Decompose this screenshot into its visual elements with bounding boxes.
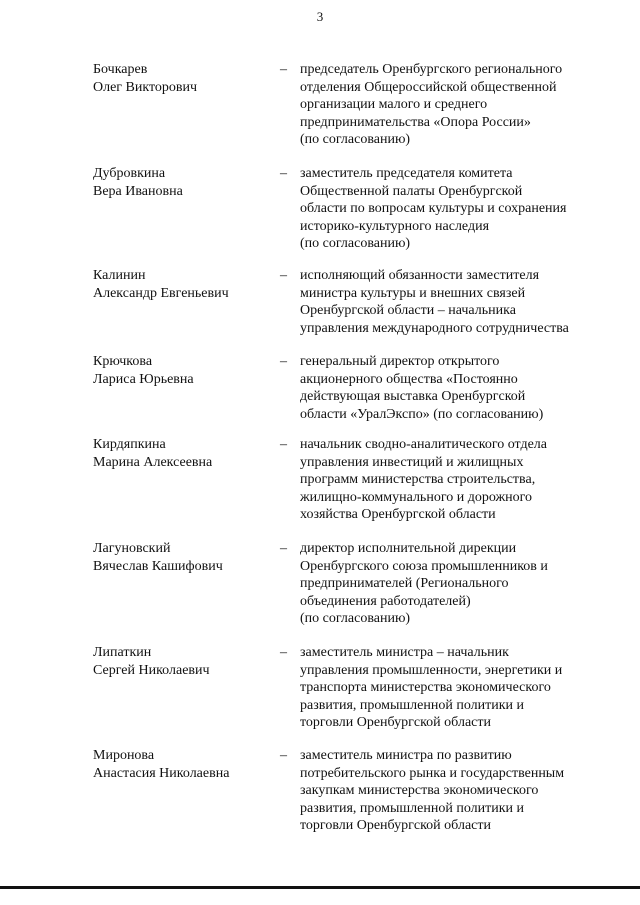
- member-given-names: Марина Алексеевна: [93, 454, 213, 470]
- position-line: Оренбургской области – начальника: [300, 303, 516, 318]
- position-line: (по согласованию): [300, 611, 411, 626]
- position-line: развития, промышленной политики и: [300, 800, 525, 816]
- position-line: транспорта министерства экономического: [300, 680, 551, 695]
- member-given-names: Лариса Юрьевна: [93, 371, 194, 387]
- member-surname: Калинин: [93, 268, 146, 283]
- position-line: председатель Оренбургского регионального: [300, 62, 563, 77]
- bottom-rule: [0, 886, 640, 889]
- position-line: акционерного общества «Постоянно: [300, 371, 518, 387]
- member-name: [93, 267, 273, 302]
- position-line: директор исполнительной дирекции: [300, 541, 517, 556]
- member-given-names: Сергей Николаевич: [93, 662, 210, 678]
- position-line: торговли Оренбургской области: [300, 818, 491, 833]
- member-name: [93, 747, 273, 782]
- dash-separator: –: [280, 166, 287, 181]
- position-line: заместитель председателя комитета: [300, 166, 513, 181]
- position-line: отделения Общероссийской общественной: [300, 79, 557, 95]
- position-line: области «УралЭкспо» (по согласованию): [300, 406, 544, 422]
- position-line: заместитель министра по развитию: [300, 748, 512, 763]
- member-surname: Липаткин: [93, 645, 152, 660]
- position-line: жилищно-коммунального и дорожного: [300, 489, 533, 505]
- member-surname: Миронова: [93, 748, 155, 763]
- dash-separator: –: [280, 354, 287, 369]
- member-name: [93, 540, 273, 575]
- position-line: действующая выставка Оренбургской: [300, 389, 526, 404]
- dash-separator: –: [280, 645, 287, 660]
- position-line: организации малого и среднего: [300, 97, 488, 112]
- dash-separator: –: [280, 62, 287, 77]
- member-name: [93, 353, 273, 388]
- page-number: 3: [316, 9, 324, 24]
- position-line: управления инвестиций и жилищных: [300, 454, 524, 470]
- member-given-names: Олег Викторович: [93, 79, 198, 95]
- position-line: Оренбургского союза промышленников и: [300, 558, 548, 574]
- member-surname: Крючкова: [93, 354, 153, 369]
- position-line: управления промышленности, энергетики и: [300, 662, 563, 678]
- position-line: торговли Оренбургской области: [300, 715, 491, 730]
- position-line: программ министерства строительства,: [300, 472, 536, 487]
- member-position: [300, 436, 600, 524]
- member-position: [300, 747, 600, 835]
- member-surname: Лагуновский: [93, 541, 171, 556]
- position-line: предпринимательства «Опора России»: [300, 114, 531, 130]
- position-line: (по согласованию): [300, 236, 411, 251]
- position-line: закупкам министерства экономического: [300, 783, 539, 798]
- member-position: [300, 165, 600, 253]
- member-position: [300, 540, 600, 628]
- member-name: [93, 644, 273, 679]
- position-line: генеральный директор открытого: [300, 354, 500, 369]
- member-name: [93, 61, 273, 96]
- member-surname: Дубровкина: [93, 166, 166, 181]
- position-line: начальник сводно-аналитического отдела: [300, 437, 548, 452]
- dash-separator: –: [280, 748, 287, 763]
- position-line: предпринимателей (Регионального: [300, 576, 509, 591]
- position-line: потребительского рынка и государственным: [300, 765, 565, 781]
- dash-separator: –: [280, 437, 287, 452]
- dash-separator: –: [280, 541, 287, 556]
- member-position: [300, 267, 600, 337]
- member-given-names: Александр Евгеньевич: [93, 285, 229, 301]
- member-position: [300, 644, 600, 732]
- position-line: области по вопросам культуры и сохранения: [300, 201, 567, 216]
- position-line: Общественной палаты Оренбургской: [300, 183, 523, 199]
- member-surname: Бочкарев: [93, 62, 148, 77]
- dash-separator: –: [280, 268, 287, 283]
- member-given-names: Вера Ивановна: [93, 183, 183, 199]
- position-line: министра культуры и внешних связей: [300, 285, 526, 301]
- position-line: (по согласованию): [300, 132, 411, 147]
- member-given-names: Вячеслав Кашифович: [93, 558, 223, 574]
- member-position: [300, 353, 600, 423]
- member-given-names: Анастасия Николаевна: [93, 765, 230, 781]
- position-line: развития, промышленной политики и: [300, 697, 525, 713]
- member-name: [93, 165, 273, 200]
- position-line: управления международного сотрудничества: [300, 320, 569, 336]
- member-name: [93, 436, 273, 471]
- position-line: исполняющий обязанности заместителя: [300, 268, 540, 283]
- member-surname: Кирдяпкина: [93, 437, 166, 452]
- position-line: историко-культурного наследия: [300, 218, 490, 234]
- position-line: объединения работодателей): [300, 593, 471, 609]
- position-line: хозяйства Оренбургской области: [300, 507, 496, 522]
- member-position: [300, 61, 600, 149]
- position-line: заместитель министра – начальник: [300, 645, 509, 660]
